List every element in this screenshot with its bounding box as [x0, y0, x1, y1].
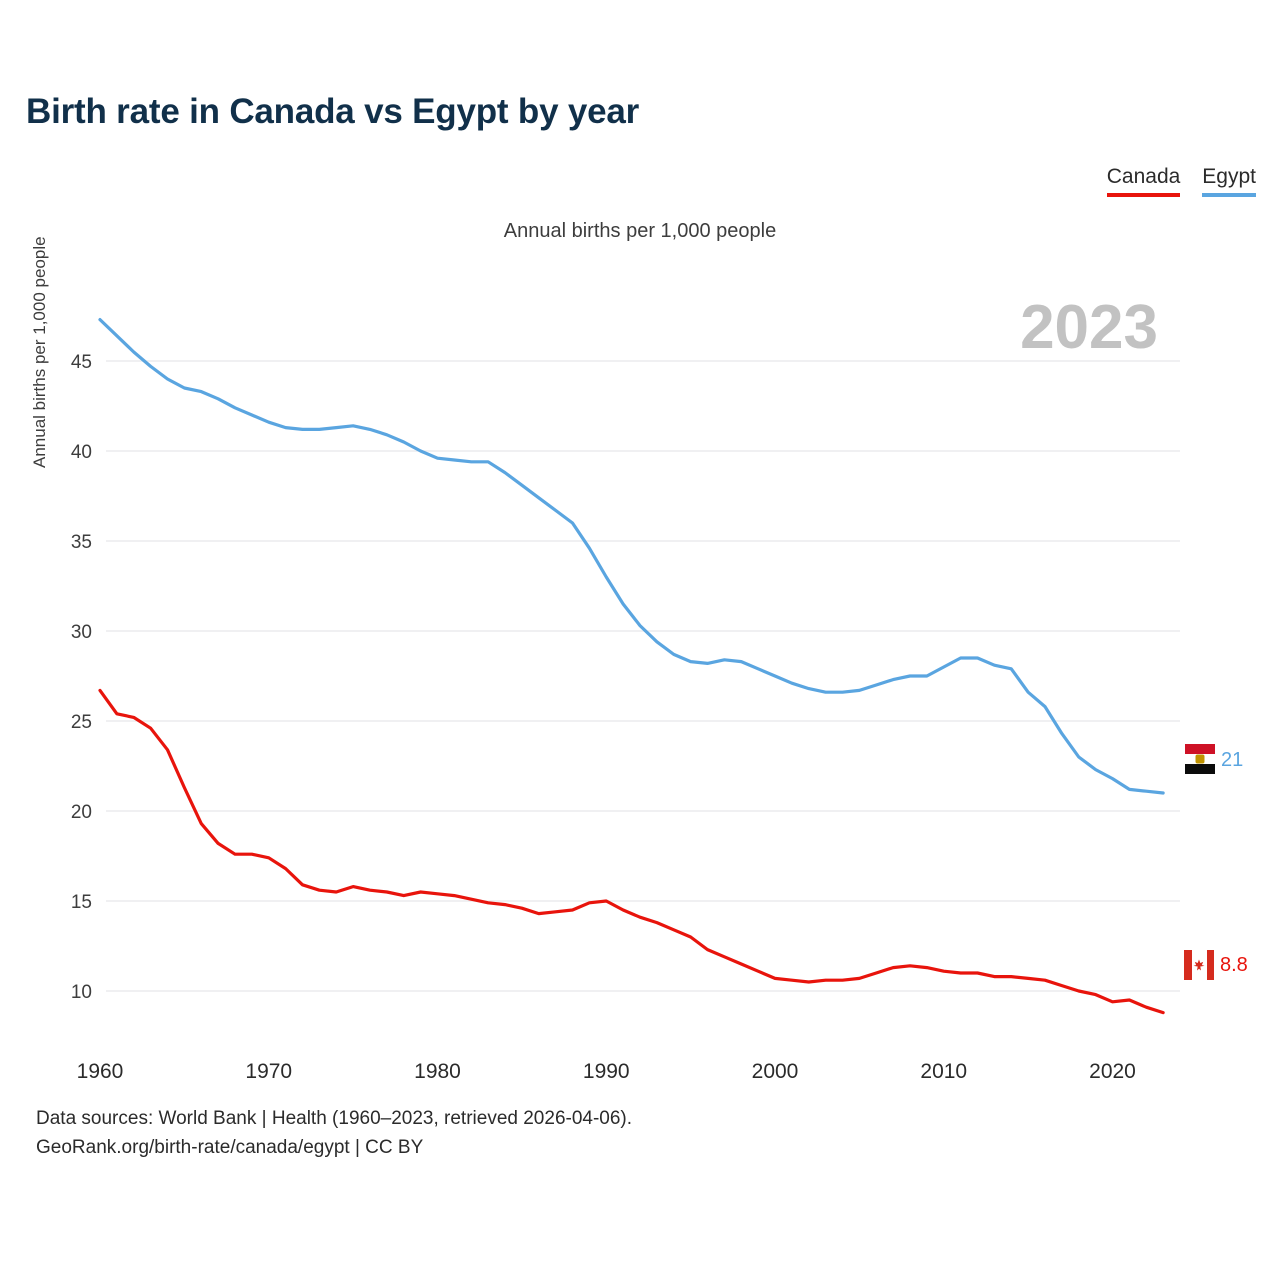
series-line-canada	[100, 690, 1163, 1012]
chart-subtitle: Annual births per 1,000 people	[503, 220, 777, 242]
legend-item-egypt[interactable]: Egypt	[1202, 166, 1256, 197]
series-line-egypt	[100, 320, 1163, 793]
footer-line-1: Data sources: World Bank | Health (1960–2023, retrieved 2026-04-06).	[36, 1108, 633, 1129]
footer-line-2: GeoRank.org/birth-rate/canada/egypt | CC BY	[36, 1137, 424, 1159]
y-tick-label: 15	[70, 892, 92, 913]
y-tick-label: 10	[70, 982, 92, 1003]
chart-legend	[1107, 166, 1256, 197]
egypt-flag-icon	[1185, 744, 1215, 774]
x-tick-label: 1970	[245, 1060, 293, 1083]
y-tick-label: 45	[70, 352, 92, 373]
canada-flag-icon	[1184, 950, 1214, 980]
legend-item-canada[interactable]: Canada	[1107, 166, 1181, 197]
egypt-end-value: 21	[1221, 749, 1244, 771]
footer-sources	[36, 1104, 632, 1163]
y-tick-label: 30	[70, 622, 92, 643]
y-tick-label: 20	[70, 802, 92, 823]
x-tick-label: 2010	[920, 1060, 968, 1083]
x-tick-label: 2020	[1089, 1060, 1136, 1083]
line-chart-svg	[0, 268, 1280, 1083]
canada-end-value: 8.8	[1220, 954, 1248, 976]
x-tick-label: 1990	[582, 1060, 630, 1083]
current-year-watermark: 2023	[1020, 293, 1158, 362]
y-tick-label: 40	[70, 442, 92, 463]
x-tick-label: 2000	[751, 1060, 799, 1083]
chart-plot-area	[0, 268, 1280, 1083]
y-tick-label: 35	[70, 532, 92, 553]
y-tick-label: 25	[70, 712, 92, 733]
x-tick-label: 1980	[414, 1060, 461, 1083]
x-tick-label: 1960	[76, 1060, 124, 1083]
y-axis-label: Annual births per 1,000 people	[30, 236, 49, 468]
page-title: Birth rate in Canada vs Egypt by year	[26, 92, 640, 131]
